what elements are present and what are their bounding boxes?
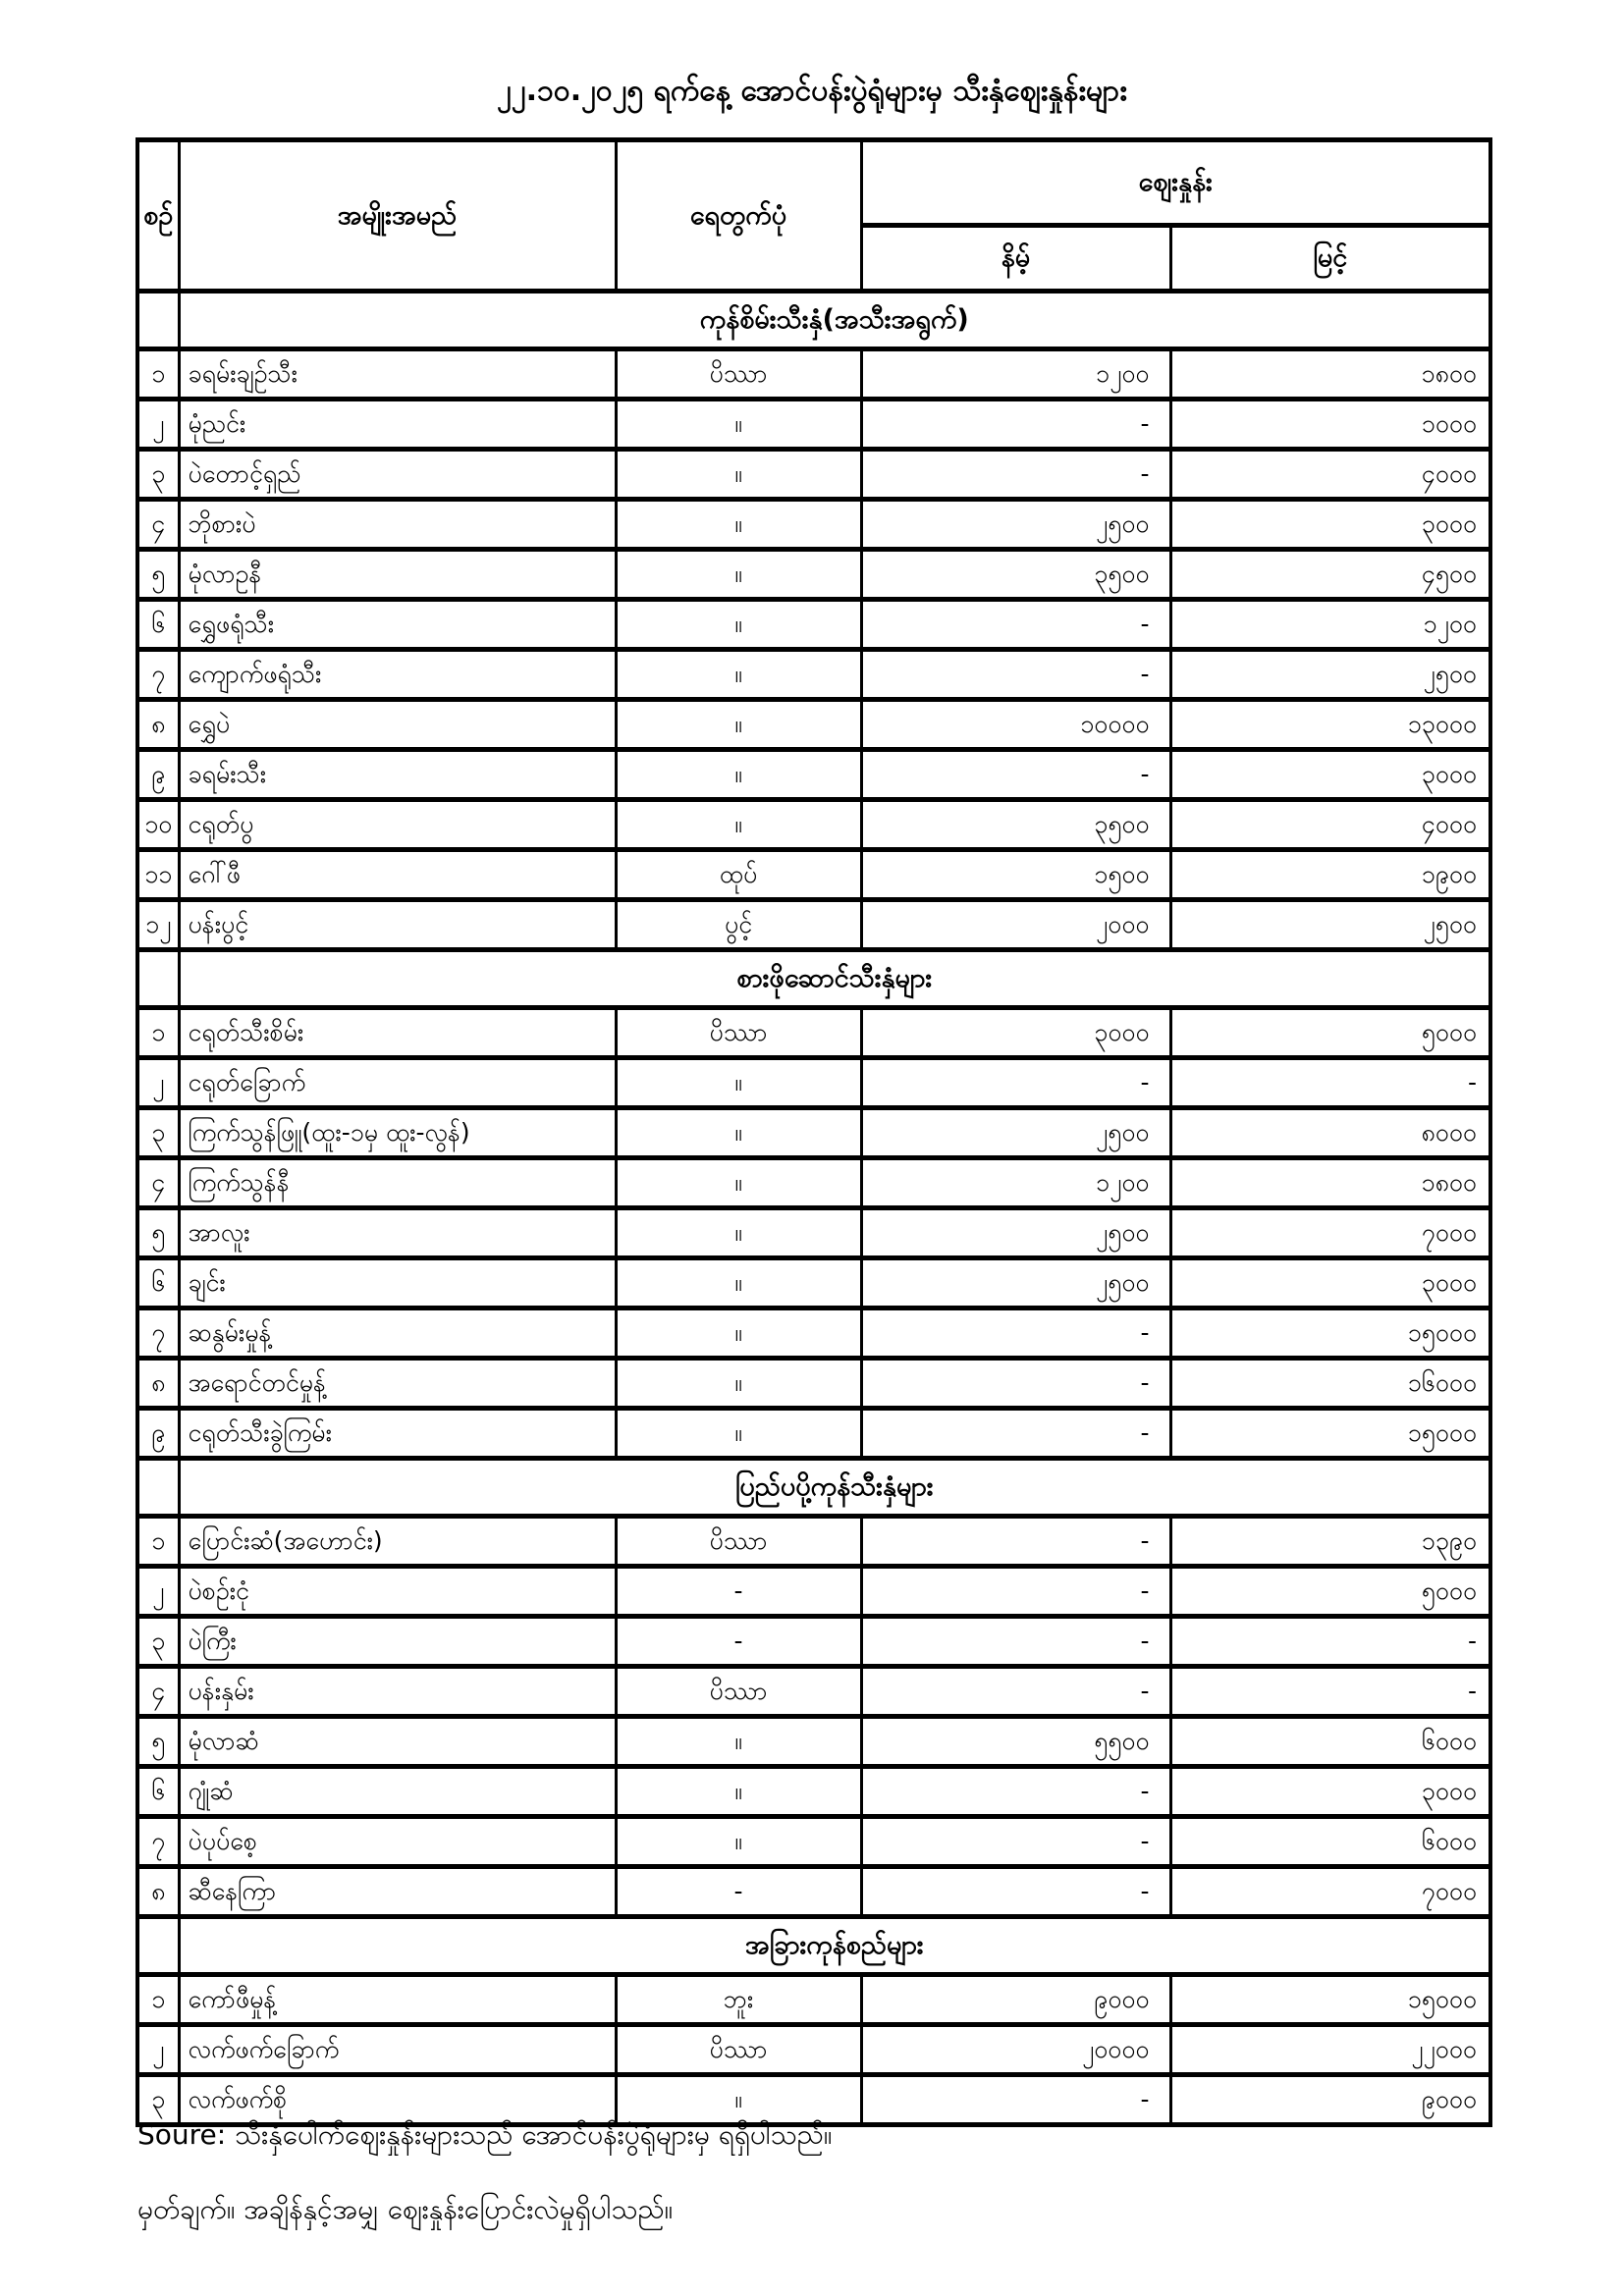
section-header-row [137,950,1490,1008]
row-no-cell: ၃ [137,1108,179,1158]
table-row [137,650,1490,700]
col-header-low: နိမ့် [861,226,1170,292]
row-unit-cell: ။ [616,1817,861,1867]
row-low-price-cell: ၂၅၀၀ [861,1108,1170,1158]
row-high-price-cell: ၅၀၀၀ [1170,1008,1490,1058]
row-no-cell: ၈ [137,1867,179,1917]
row-low-price-cell: - [861,1867,1170,1917]
row-high-price-cell: ၂၅၀၀ [1170,650,1490,700]
row-no-cell: ၂ [137,400,179,450]
source-note: Soure: သီးနှံပေါက်ဈေးနှုန်းများသည် အောင်ပန်းပွဲရုံများမှ ရရှိပါသည်။ [137,2118,833,2151]
row-high-price-cell: ၃၀၀၀ [1170,1258,1490,1308]
row-low-price-cell: ၂၅၀၀ [861,1258,1170,1308]
row-unit-cell: ပိဿာ [616,1667,861,1717]
row-name-cell: ဆနွမ်းမှုန့် [179,1308,616,1359]
table-row [137,1409,1490,1459]
table-row [137,750,1490,800]
row-no-cell: ၁ [137,1975,179,2025]
row-unit-cell: ဘူး [616,1975,861,2025]
row-unit-cell: - [616,1567,861,1617]
row-name-cell: ပြောင်းဆံ(အဟောင်း) [179,1517,616,1567]
section-title: အခြားကုန်စည်များ [179,1917,1490,1975]
col-header-no: စဉ် [137,140,179,292]
row-no-cell: ၁၀ [137,800,179,850]
table-row [137,800,1490,850]
row-high-price-cell: ၁၃၀၀၀ [1170,700,1490,750]
row-no-cell: ၆ [137,1258,179,1308]
col-header-high: မြင့် [1170,226,1490,292]
row-low-price-cell: - [861,1409,1170,1459]
section-empty-cell [137,1459,179,1517]
row-unit-cell: ။ [616,1308,861,1359]
row-no-cell: ၂ [137,1567,179,1617]
row-low-price-cell: - [861,1567,1170,1617]
row-high-price-cell: ၆၀၀၀ [1170,1717,1490,1767]
row-low-price-cell: - [861,450,1170,500]
row-high-price-cell: ၁၃၉၀ [1170,1517,1490,1567]
row-low-price-cell: - [861,1517,1170,1567]
table-row [137,900,1490,950]
row-name-cell: ခရမ်းသီး [179,750,616,800]
table-row [137,349,1490,400]
row-name-cell: ကျောက်ဖရုံသီး [179,650,616,700]
row-no-cell: ၆ [137,1767,179,1817]
row-low-price-cell: ၁၀၀၀၀ [861,700,1170,750]
table-row [137,1817,1490,1867]
row-name-cell: ပန်းနှမ်း [179,1667,616,1717]
row-high-price-cell: ၁၀၀၀ [1170,400,1490,450]
row-low-price-cell: ၉၀၀၀ [861,1975,1170,2025]
row-low-price-cell: ၁၅၀၀ [861,850,1170,900]
section-title: စားဖိုဆောင်သီးနှံများ [179,950,1490,1008]
section-header-row [137,1917,1490,1975]
row-name-cell: အာလူး [179,1208,616,1258]
row-unit-cell: - [616,1867,861,1917]
table-row [137,2025,1490,2075]
row-high-price-cell: ၁၂၀၀ [1170,600,1490,650]
row-name-cell: အရောင်တင်မှုန့် [179,1359,616,1409]
page-title: ၂၂.၁၀.၂၀၂၅ ရက်နေ့ အောင်ပန်းပွဲရုံများမှ သီးနှံဈေးနှုန်းများ [497,74,1127,108]
row-low-price-cell: - [861,1308,1170,1359]
row-no-cell: ၈ [137,700,179,750]
row-name-cell: ဘိုစားပဲ [179,500,616,550]
table-row [137,850,1490,900]
row-high-price-cell: ၁၅၀၀၀ [1170,1308,1490,1359]
row-low-price-cell: - [861,750,1170,800]
row-unit-cell: ။ [616,750,861,800]
row-low-price-cell: - [861,600,1170,650]
row-unit-cell: ။ [616,600,861,650]
row-low-price-cell: - [861,1667,1170,1717]
row-no-cell: ၆ [137,600,179,650]
row-unit-cell: ပိဿာ [616,1008,861,1058]
row-low-price-cell: ၂၅၀၀ [861,1208,1170,1258]
row-no-cell: ၇ [137,1308,179,1359]
table-header-row [137,140,1490,226]
row-unit-cell: ပိဿာ [616,349,861,400]
row-no-cell: ၅ [137,1208,179,1258]
row-high-price-cell: ၄၅၀၀ [1170,550,1490,600]
row-name-cell: ပဲကြီး [179,1617,616,1667]
row-name-cell: ငရုတ်သီးခွဲကြမ်း [179,1409,616,1459]
row-high-price-cell: ၁၅၀၀၀ [1170,1975,1490,2025]
row-high-price-cell: ၁၅၀၀၀ [1170,1409,1490,1459]
row-high-price-cell: ၁၈၀၀ [1170,349,1490,400]
row-low-price-cell: - [861,400,1170,450]
table-row [137,1717,1490,1767]
row-unit-cell: ။ [616,450,861,500]
row-no-cell: ၁၁ [137,850,179,900]
row-name-cell: ခရမ်းချဉ်သီး [179,349,616,400]
row-low-price-cell: ၂၀၀၀ [861,900,1170,950]
section-empty-cell [137,292,179,349]
table-row [137,1867,1490,1917]
row-no-cell: ၃ [137,2075,179,2125]
row-name-cell: ရွှေဖရုံသီး [179,600,616,650]
row-high-price-cell: - [1170,1667,1490,1717]
row-unit-cell: ။ [616,650,861,700]
row-low-price-cell: ၁၂၀၀ [861,1158,1170,1208]
row-low-price-cell: ၃၀၀၀ [861,1008,1170,1058]
row-high-price-cell: ၅၀၀၀ [1170,1567,1490,1617]
row-low-price-cell: ၂၅၀၀ [861,500,1170,550]
price-table [135,137,1492,2127]
remark-note: မှတ်ချက်။ အချိန်နှင့်အမျှ ဈေးနှုန်းပြောင်းလဲမှုရှိပါသည်။ [137,2193,674,2225]
table-row [137,1517,1490,1567]
row-unit-cell: ထုပ် [616,850,861,900]
row-unit-cell: - [616,1617,861,1667]
row-name-cell: ကော်ဖီမှုန့် [179,1975,616,2025]
row-low-price-cell: ၃၅၀၀ [861,800,1170,850]
row-low-price-cell: - [861,1817,1170,1867]
row-name-cell: ပန်းပွင့် [179,900,616,950]
table-row [137,1308,1490,1359]
row-high-price-cell: ၁၉၀၀ [1170,850,1490,900]
table-row [137,1667,1490,1717]
section-title: ကုန်စိမ်းသီးနှံ(အသီးအရွက်) [179,292,1490,349]
row-no-cell: ၁၂ [137,900,179,950]
row-low-price-cell: - [861,1058,1170,1108]
row-low-price-cell: ၅၅၀၀ [861,1717,1170,1767]
table-row [137,600,1490,650]
row-high-price-cell: ၈၀၀၀ [1170,1108,1490,1158]
col-header-unit: ရေတွက်ပုံ [616,140,861,292]
row-no-cell: ၅ [137,550,179,600]
row-no-cell: ၇ [137,1817,179,1867]
row-name-cell: ကြက်သွန်နီ [179,1158,616,1208]
row-unit-cell: ။ [616,1717,861,1767]
row-unit-cell: ပွင့် [616,900,861,950]
row-name-cell: ရွှေပဲ [179,700,616,750]
row-no-cell: ၄ [137,1667,179,1717]
row-name-cell: ငရုတ်ပွ [179,800,616,850]
row-high-price-cell: ၄၀၀၀ [1170,450,1490,500]
row-unit-cell: ပိဿာ [616,1517,861,1567]
row-unit-cell: ။ [616,2075,861,2125]
row-high-price-cell: ၃၀၀၀ [1170,500,1490,550]
row-name-cell: ဂေါ်ဖီ [179,850,616,900]
table-row [137,1975,1490,2025]
table-row [137,1359,1490,1409]
footer [137,2116,1512,2266]
row-unit-cell: ။ [616,1258,861,1308]
row-unit-cell: ။ [616,550,861,600]
row-name-cell: လက်ဖက်စို [179,2075,616,2125]
row-unit-cell: ။ [616,500,861,550]
row-low-price-cell: ၂၀၀၀၀ [861,2025,1170,2075]
section-header-row [137,1459,1490,1517]
row-high-price-cell: ၃၀၀၀ [1170,750,1490,800]
table-row [137,1008,1490,1058]
row-low-price-cell: - [861,650,1170,700]
row-no-cell: ၃ [137,1617,179,1667]
row-high-price-cell: ၄၀၀၀ [1170,800,1490,850]
row-low-price-cell: - [861,1359,1170,1409]
section-header-row [137,292,1490,349]
table-row [137,1567,1490,1617]
row-name-cell: မုံလာဆံ [179,1717,616,1767]
row-unit-cell: ။ [616,700,861,750]
row-name-cell: ပဲပုပ်စေ့ [179,1817,616,1867]
table-row [137,550,1490,600]
table-row [137,1108,1490,1158]
row-high-price-cell: ၃၀၀၀ [1170,1767,1490,1817]
row-high-price-cell: - [1170,1617,1490,1667]
row-no-cell: ၁ [137,1517,179,1567]
row-unit-cell: ။ [616,1158,861,1208]
row-no-cell: ၉ [137,1409,179,1459]
row-unit-cell: ။ [616,1409,861,1459]
row-no-cell: ၅ [137,1717,179,1767]
table-row [137,450,1490,500]
table-row [137,500,1490,550]
row-high-price-cell: - [1170,1058,1490,1108]
row-name-cell: မုံညင်း [179,400,616,450]
row-unit-cell: ။ [616,1058,861,1108]
col-header-price: ဈေးနှုန်း [861,140,1490,226]
row-name-cell: ဂျုံဆံ [179,1767,616,1817]
row-name-cell: မုံလာဥနီ [179,550,616,600]
table-row [137,1158,1490,1208]
row-unit-cell: ။ [616,1767,861,1817]
row-unit-cell: ။ [616,1108,861,1158]
row-name-cell: ချင်း [179,1258,616,1308]
row-name-cell: ပဲစဉ်းငုံ [179,1567,616,1617]
table-row [137,700,1490,750]
table-row [137,1767,1490,1817]
row-name-cell: ငရုတ်သီးစိမ်း [179,1008,616,1058]
row-no-cell: ၂ [137,2025,179,2075]
row-low-price-cell: - [861,1617,1170,1667]
section-title: ပြည်ပပို့ကုန်သီးနှံများ [179,1459,1490,1517]
row-unit-cell: ။ [616,400,861,450]
col-header-name: အမျိုးအမည် [179,140,616,292]
row-name-cell: ငရုတ်ခြောက် [179,1058,616,1108]
row-no-cell: ၄ [137,1158,179,1208]
row-no-cell: ၃ [137,450,179,500]
table-row [137,1208,1490,1258]
row-name-cell: ဆီနေကြာ [179,1867,616,1917]
row-high-price-cell: ၇၀၀၀ [1170,1867,1490,1917]
row-high-price-cell: ၁၈၀၀ [1170,1158,1490,1208]
row-high-price-cell: ၁၆၀၀၀ [1170,1359,1490,1409]
row-no-cell: ၇ [137,650,179,700]
table-row [137,1258,1490,1308]
row-low-price-cell: ၁၂၀၀ [861,349,1170,400]
row-no-cell: ၁ [137,1008,179,1058]
section-empty-cell [137,1917,179,1975]
table-row [137,400,1490,450]
row-name-cell: လက်ဖက်ခြောက် [179,2025,616,2075]
row-high-price-cell: ၂၅၀၀ [1170,900,1490,950]
row-no-cell: ၈ [137,1359,179,1409]
table-row [137,1617,1490,1667]
row-high-price-cell: ၂၂၀၀၀ [1170,2025,1490,2075]
table-row [137,1058,1490,1108]
row-unit-cell: ။ [616,1359,861,1409]
row-unit-cell: ။ [616,800,861,850]
row-low-price-cell: - [861,2075,1170,2125]
row-high-price-cell: ၉၀၀၀ [1170,2075,1490,2125]
row-low-price-cell: ၃၅၀၀ [861,550,1170,600]
row-low-price-cell: - [861,1767,1170,1817]
row-high-price-cell: ၆၀၀၀ [1170,1817,1490,1867]
row-high-price-cell: ၇၀၀၀ [1170,1208,1490,1258]
row-no-cell: ၂ [137,1058,179,1108]
section-empty-cell [137,950,179,1008]
row-unit-cell: ။ [616,1208,861,1258]
row-no-cell: ၁ [137,349,179,400]
row-name-cell: ကြက်သွန်ဖြူ(ထူး-၁မှ ထူး-လွန်) [179,1108,616,1158]
row-no-cell: ၄ [137,500,179,550]
row-unit-cell: ပိဿာ [616,2025,861,2075]
row-name-cell: ပဲတောင့်ရှည် [179,450,616,500]
row-no-cell: ၉ [137,750,179,800]
